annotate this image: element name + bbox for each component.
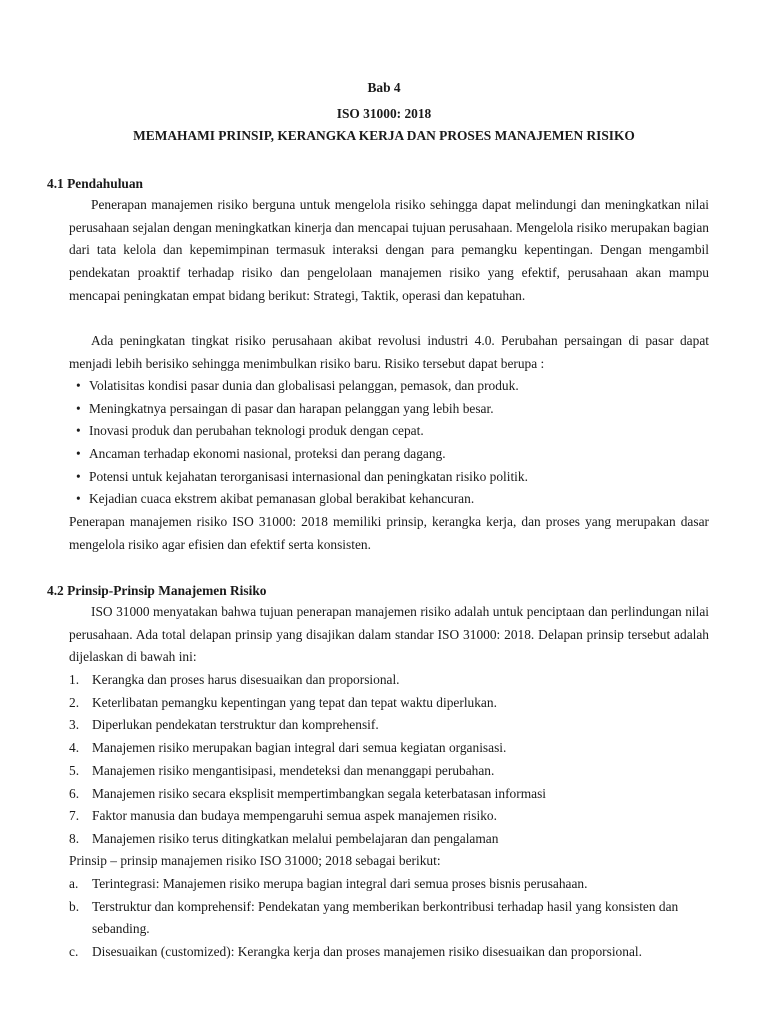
list-item: • Inovasi produk dan perubahan teknologi produk dengan cepat. <box>76 420 528 443</box>
chapter-title: MEMAHAMI PRINSIP, KERANGKA KERJA DAN PROSES MANAJEMEN RISIKO <box>133 128 635 143</box>
paragraph: Penerapan manajemen risiko berguna untuk mengelola risiko sehingga dapat melindungi dan meningkatkan nilai perusahaan sejalan dengan meningkatkan kinerja dan mencapai tujuan perusahaan. Mengelola risiko merupakan bagian dari tata kelola dan kepemimpinan termasuk interaksi dengan para pemangku kepentingan. Dengan mengambil pendekatan proaktif terhadap risiko dan pengelolaan manajemen risiko yang efektif, perusahaan akan mampu mencapai peningkatan empat bidang berikut: Strategi, Taktik, operasi dan kepatuhan. <box>69 197 709 303</box>
list-item: 6. Manajemen risiko secara eksplisit mempertimbangkan segala keterbatasan informasi <box>69 785 547 801</box>
chapter-subtitle: ISO 31000: 2018 <box>336 106 432 121</box>
list-item: a. Terintegrasi: Manajemen risiko merupa bagian integral dari semua proses bisnis perusahaan. <box>69 876 588 891</box>
chapter-label: Bab 4 <box>367 80 401 95</box>
list-item: 2. Keterlibatan pemangku kepentingan yang tepat dan tepat waktu diperlukan. <box>69 694 497 710</box>
section-heading-pendahuluan: 4.1 Pendahuluan <box>47 176 144 191</box>
principles-lettered-list <box>69 873 692 964</box>
list-item: • Ancaman terhadap ekonomi nasional, proteksi dan perang dagang. <box>76 443 528 466</box>
list-item: 3. Diperlukan pendekatan terstruktur dan komprehensif. <box>69 717 379 733</box>
list-item: • Volatisitas kondisi pasar dunia dan globalisasi pelanggan, pemasok, dan produk. <box>76 375 528 398</box>
paragraph: Ada peningkatan tingkat risiko perusahaan akibat revolusi industri 4.0. Perubahan persaingan di pasar dapat menjadi lebih berisiko sehingga menimbulkan risiko baru. Risiko tersebut dapat berupa : <box>69 333 709 371</box>
paragraph: Prinsip – prinsip manajemen risiko ISO 31000; 2018 sebagai berikut: <box>69 853 441 868</box>
paragraph: Penerapan manajemen risiko ISO 31000: 2018 memiliki prinsip, kerangka kerja, dan proses yang merupakan dasar mengelola risiko agar efisien dan efektif serta konsisten. <box>69 514 709 552</box>
bullet-icon: • <box>76 423 81 439</box>
list-item: 5. Manajemen risiko mengantisipasi, mendeteksi dan menanggapi perubahan. <box>69 762 495 778</box>
bullet-icon: • <box>76 378 81 393</box>
risk-bullet-list <box>76 375 528 511</box>
list-item: 1. Kerangka dan proses harus disesuaikan dan proporsional. <box>69 672 400 687</box>
list-item: • Meningkatnya persaingan di pasar dan harapan pelanggan yang lebih besar. <box>76 398 528 421</box>
bullet-icon: • <box>76 446 81 462</box>
bullet-icon: • <box>76 491 81 507</box>
principles-numbered-list <box>69 669 692 851</box>
bullet-icon: • <box>76 468 81 484</box>
list-item: c. Disesuaikan (customized): Kerangka kerja dan proses manajemen risiko disesuaikan dan proporsional. <box>69 944 642 960</box>
paragraph: ISO 31000 menyatakan bahwa tujuan penerapan manajemen risiko adalah untuk penciptaan dan perlindungan nilai perusahaan. Ada total delapan prinsip yang disajikan dalam standar ISO 31000: 2018. Delapan prinsip tersebut adalah dijelaskan di bawah ini: <box>69 604 709 665</box>
list-item: 8. Manajemen risiko terus ditingkatkan melalui pembelajaran dan pengalaman <box>69 830 499 846</box>
bullet-icon: • <box>76 400 81 416</box>
list-item: • Potensi untuk kejahatan terorganisasi internasional dan peningkatan risiko politik. <box>76 466 528 489</box>
list-item: • Kejadian cuaca ekstrem akibat pemanasan global berakibat kehancuran. <box>76 488 528 511</box>
list-item: 7. Faktor manusia dan budaya mempengaruhi semua aspek manajemen risiko. <box>69 808 497 824</box>
section-heading-prinsip: 4.2 Prinsip-Prinsip Manajemen Risiko <box>47 583 267 598</box>
list-item: b. Terstruktur dan komprehensif: Pendekatan yang memberikan berkontribusi terhadap hasil yang konsisten dan sebanding. <box>69 898 679 937</box>
list-item: 4. Manajemen risiko merupakan bagian integral dari semua kegiatan organisasi. <box>69 740 507 756</box>
